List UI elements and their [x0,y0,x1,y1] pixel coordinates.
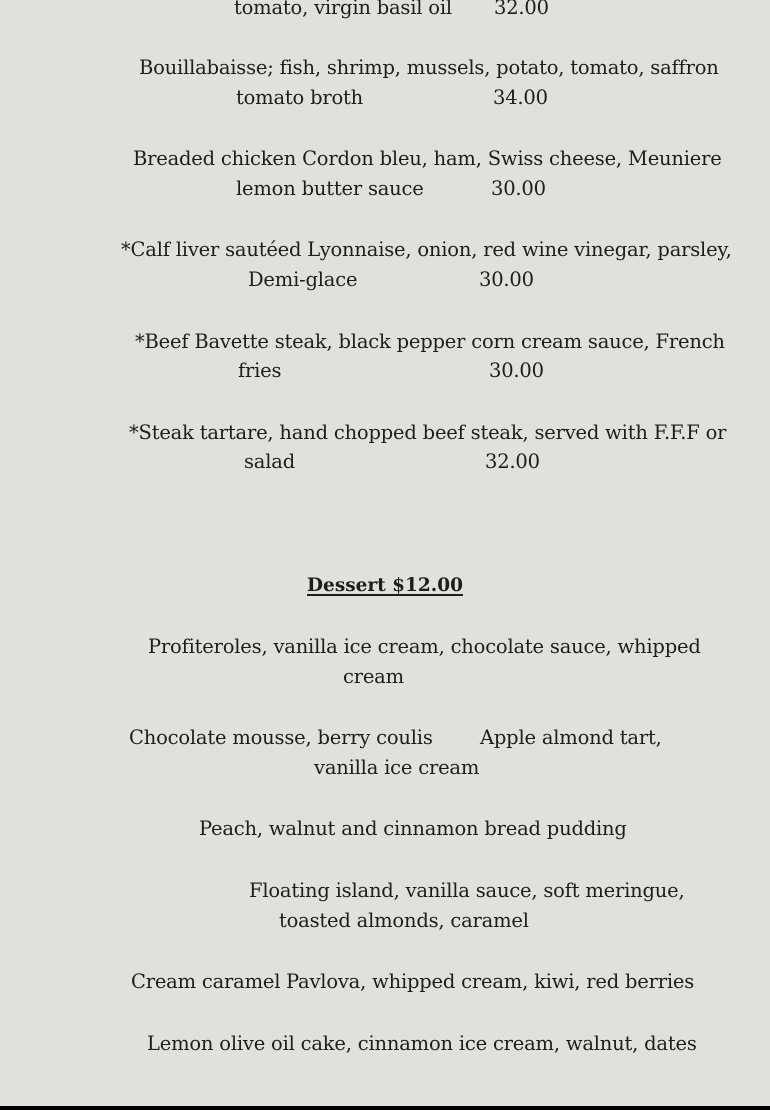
dessert-item: cream [343,665,404,688]
menu-item-description: Demi-glace [248,268,358,291]
menu-item-description: tomato broth [236,86,364,109]
menu-item-price: 32.00 [494,0,549,19]
dessert-item: Apple almond tart, [480,726,662,749]
bottom-divider [0,1106,770,1110]
dessert-item: Profiteroles, vanilla ice cream, chocolate sauce, whipped [148,635,701,658]
menu-item-description: *Calf liver sautéed Lyonnaise, onion, red wine vinegar, parsley, [121,238,732,261]
menu-item-price: 32.00 [485,450,540,473]
menu-item-price: 34.00 [493,86,548,109]
dessert-item: toasted almonds, caramel [279,909,529,932]
dessert-item: Cream caramel [131,970,281,993]
dessert-section-title: Dessert $12.00 [307,575,463,596]
menu-item-description: tomato, virgin basil oil [234,0,452,19]
menu-item-price: 30.00 [479,268,534,291]
menu-item-description: fries [238,359,282,382]
dessert-item: Pavlova, whipped cream, kiwi, red berries [286,970,695,993]
dessert-item: Floating island, vanilla sauce, soft meringue, [249,879,685,902]
menu-item-description: Bouillabaisse; fish, shrimp, mussels, potato, tomato, saffron [139,56,719,79]
menu-item-description: Breaded chicken Cordon bleu, ham, Swiss cheese, Meuniere [133,147,722,170]
dessert-item: vanilla ice cream [314,756,480,779]
menu-item-description: *Steak tartare, hand chopped beef steak, served with F.F.F or [129,421,727,444]
menu-item-description: *Beef Bavette steak, black pepper corn cream sauce, French [135,330,725,353]
dessert-item: Chocolate mousse, berry coulis [129,726,433,749]
dessert-item: Lemon olive oil cake, cinnamon ice cream, walnut, dates [147,1032,697,1055]
menu-item-price: 30.00 [491,177,546,200]
menu-item-description: lemon butter sauce [236,177,424,200]
menu-item-price: 30.00 [489,359,544,382]
dessert-item: Peach, walnut and cinnamon bread pudding [199,817,627,840]
menu-item-description: salad [244,450,295,473]
